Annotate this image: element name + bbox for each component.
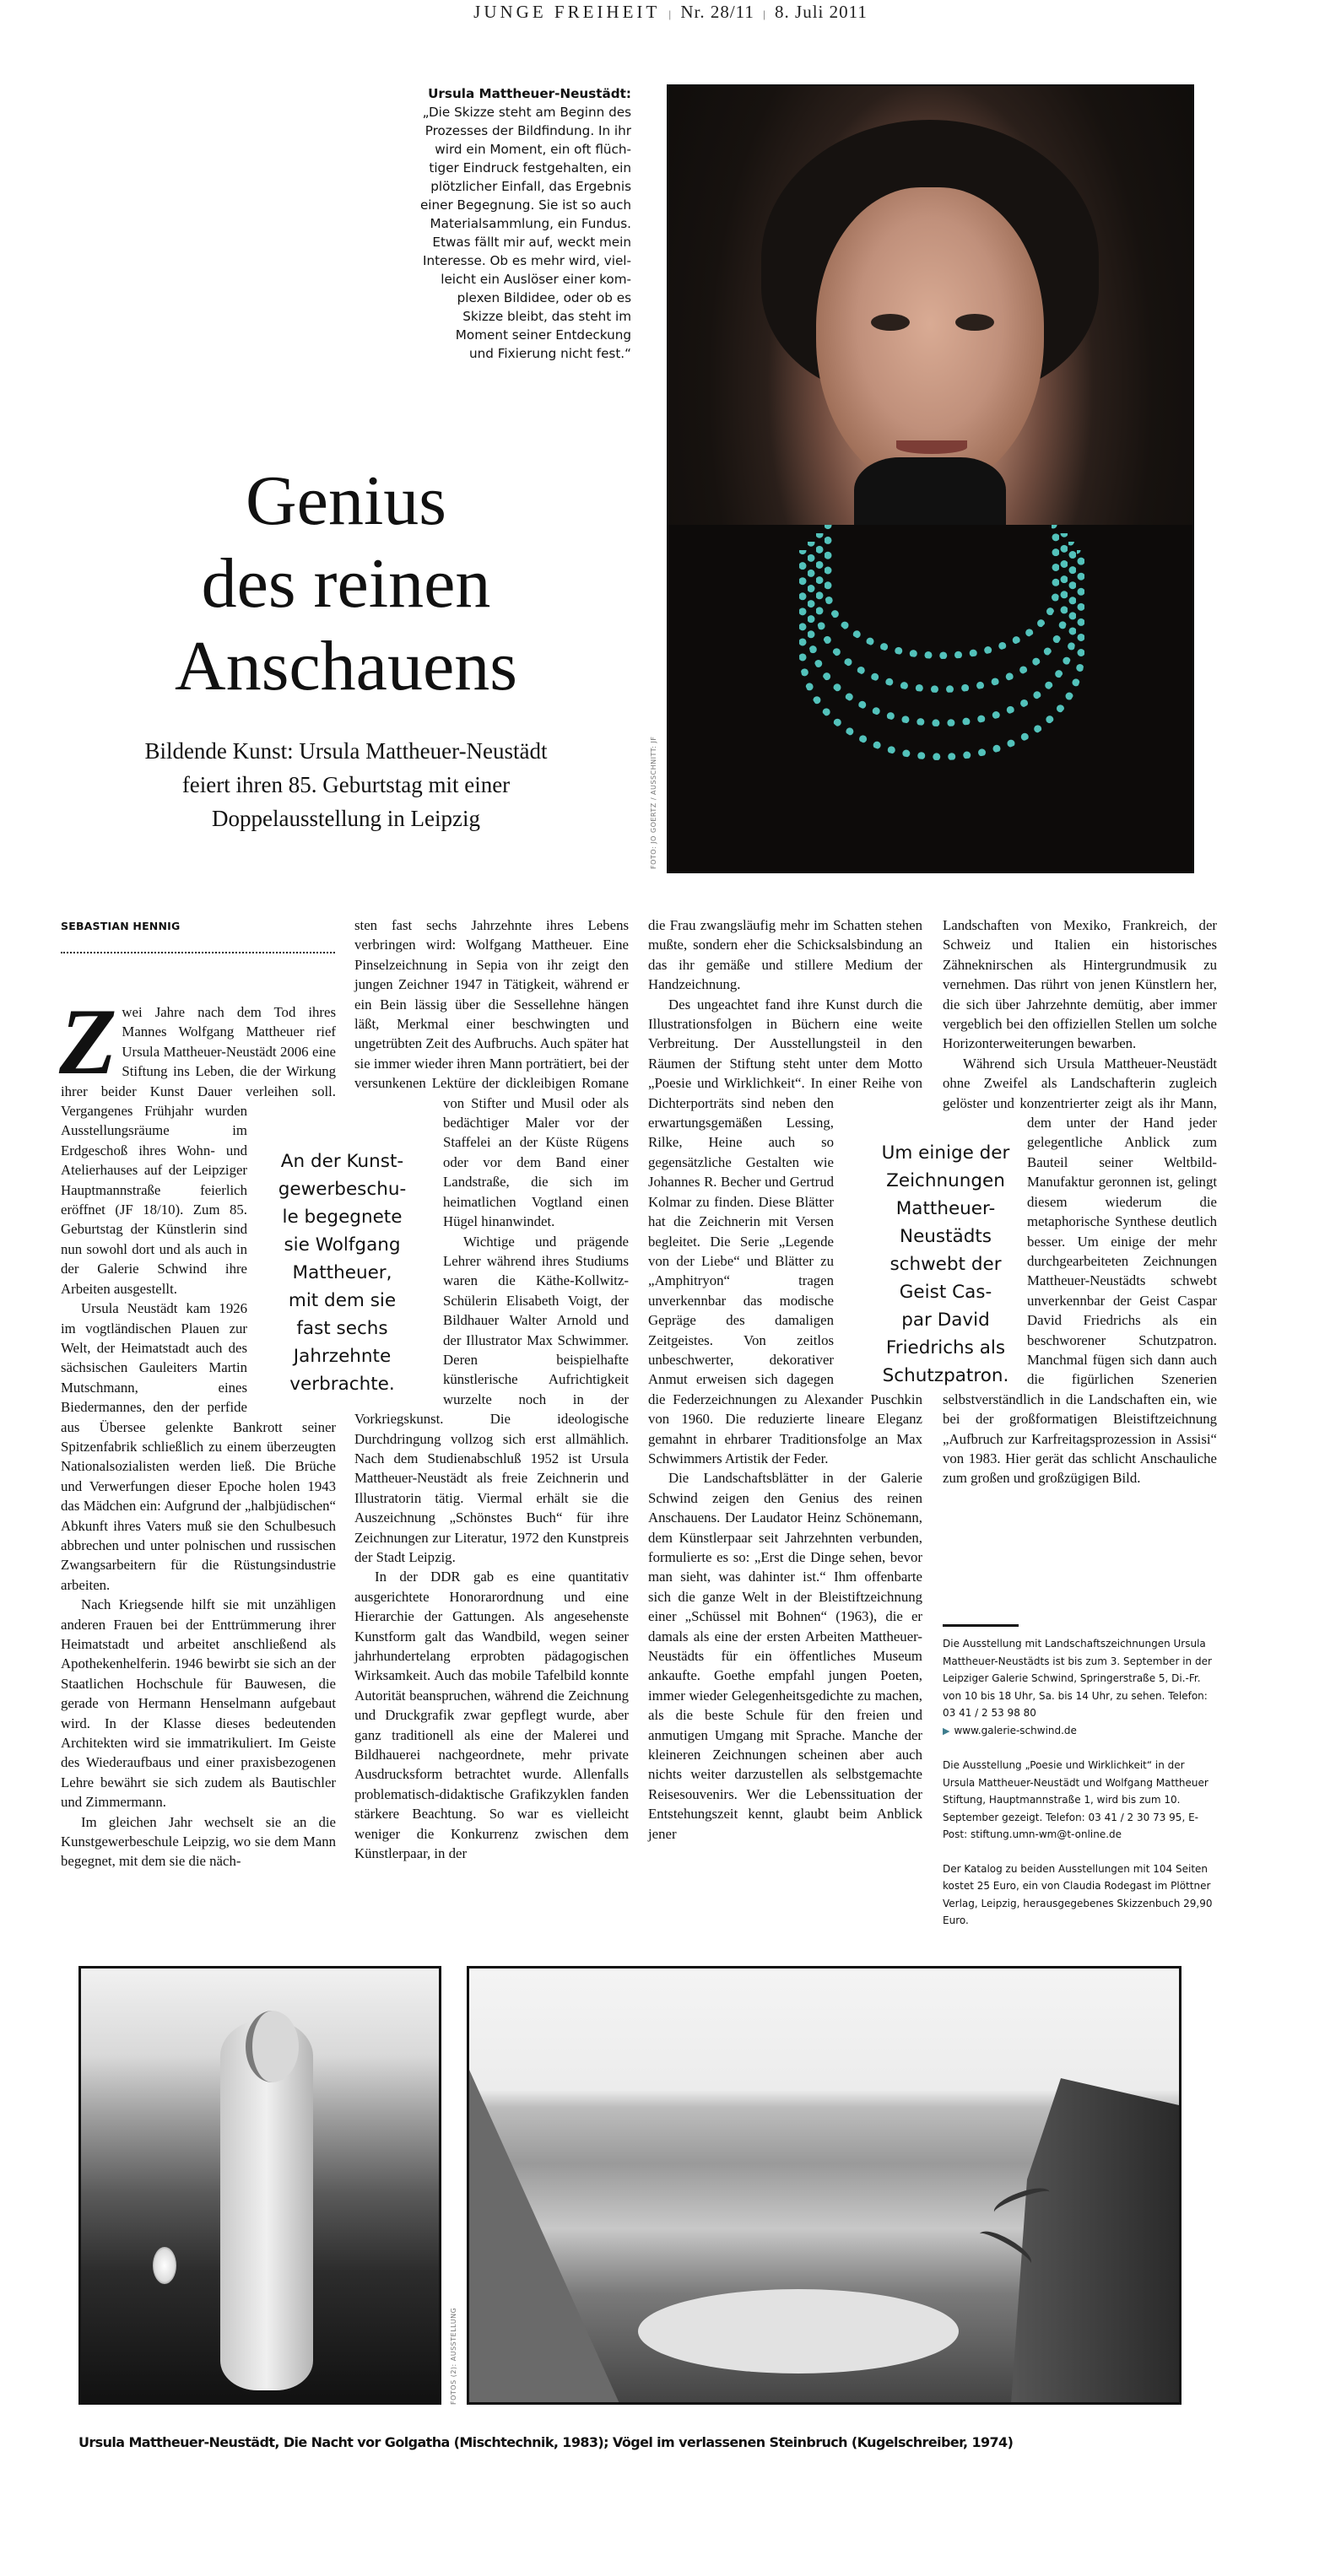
artwork-cliff [1010, 2078, 1179, 2405]
artwork-die-nacht-vor-golgatha [78, 1966, 441, 2405]
author-byline: SEBASTIAN HENNIG [61, 920, 181, 932]
byline-divider [61, 952, 335, 953]
gallery-link-text[interactable]: www.galerie-schwind.de [954, 1724, 1077, 1736]
triangle-right-icon: ▶ [943, 1725, 950, 1736]
artwork-quarry-pool [638, 2289, 959, 2373]
photo-credit: FOTO: JO GOERTZ / AUSSCHNITT: JF [650, 736, 657, 869]
article-paragraph: Des ungeachtet fand ihre Kunst durch die Illustrationsfolgen in Büchern eine weite Verbreitung. Der Ausstellungsteil in den Räumen der Stiftung steht unter dem Motto „Poesie und Wirklichkeit“. In einer Reihe von Dichterporträts sind neben den erwartungsgemäßen Lessing, Rilke, Heine auch so gegensätzliche Gestalten wie Johannes R. Becher und Gertrud Kolmar zu finden. Diese Blätter hat die Zeichnerin mit Versen begleitet. Die Serie „Legende von der Liebe“ und Blätter zu „Amphitryon“ tragen unverkennbar das modische Gepräge des damaligen Zeitgeistes. Von zeitlos unbeschwerter, dekorativer Anmut erweisen sich dagegen die Federzeichnungen zu Alexander Puschkin von 1960. Die reduzierte lineare Eleganz gemahnt in ehrbarer Traditionsfolge an Max Schwimmers Artistik der Feder. [648, 996, 922, 1466]
article-column-1 [59, 990, 336, 1871]
artwork-cliff [469, 2070, 621, 2405]
exhibition-info-box [943, 1624, 1217, 1947]
portrait-mouth [896, 440, 967, 454]
info-paragraph: Die Ausstellung „Poesie und Wirklichkeit“ in der Ursula Mattheuer-Neustädt und Wolfgang Mattheuer Stiftung, Hauptmannstraße 1, wird bis zum 10. September gezeigt. Telefon: 03 41 / 2 30 73 95, E-Post: stiftung.umn-wm@t-online.de [943, 1759, 1209, 1840]
subheadline-line: Bildende Kunst: Ursula Mattheuer-Neustädt [144, 738, 548, 764]
portrait-photo [667, 84, 1194, 873]
article-paragraph: Im gleichen Jahr wechselt sie an die Kunstgewerbeschule Leipzig, wo sie dem Mann begegnet, mit dem sie die näch- [61, 1813, 336, 1870]
quote-text: „Die Skizze steht am Beginn des Prozesses der Bildfindung. In ihr wird ein Moment, ein oft flüch- tiger Eindruck festgehalten, ein plötzlicher Einfall, das Ergebnis einer Begegnung. Sie ist so auch Materialsammlung, ein Fundus. Etwas fällt mir auf, weckt mein Interesse. Ob es mehr wird, viel- leicht ein Auslöser einer kom- plexen Bildidee, oder ob es Skizze bleibt, das steht im Moment seiner Entdeckung und Fixierung nicht fest.“ [419, 105, 631, 361]
headline-line: des reinen [201, 544, 491, 623]
info-paragraph [943, 1635, 1217, 1740]
quote-author: Ursula Mattheuer-Neustädt: [428, 86, 631, 101]
artwork-caption: Ursula Mattheuer-Neustädt, Die Nacht vor Golgatha (Mischtechnik, 1983); Vögel im verlassenen Steinbruch (Kugelschreiber, 1974) [78, 2434, 1014, 2450]
headline-line: Anschauens [175, 627, 517, 705]
article-paragraph: die Frau zwangsläufig mehr im Schatten stehen mußte, sondern eher die Schicksalsbindung an das ihr gemäße und stillere Medium der Handzeichnung. [648, 917, 922, 993]
pull-quote: An der Kunst- gewerbeschu- le begegnete sie Wolfgang Mattheuer, mit dem sie fast sechs Jahrzehnte verbrachte. [278, 1151, 407, 1395]
info-divider [943, 1624, 1019, 1627]
newspaper-name: JUNGE FREIHEIT [473, 2, 661, 22]
article-paragraph: Während sich Ursula Mattheuer-Neustädt ohne Zweifel als Landschafterin zugleich gelöster und konzentrierter zeigt als ihr Mann, dem unter der Hand jeder gelegentliche Anblick zum Bauteil seiner Weltbild-Manufaktur geronnen ist, gelingt diesem wiederum die metaphorische Synthese deutlich besser. Um einige der mehr durchgearbeiteten Zeichnungen Mattheuer-Neustädts schwebt unverkennbar der Geist Caspar David Friedrichs als ein beschworener Schutzpatron. Manchmal fügen sich dann auch die figürlichen Szenerien selbstverständlich in die Landschaften ein, wie bei der großformatigen Bleistiftzeichnung „Aufbruch zur Karfreitagsprozession in Assisi“ von 1983. Hier gerät das schlicht Anschauliche zum großen und großzügigen Bild. [943, 1055, 1217, 1487]
drop-cap: Z [59, 990, 117, 1094]
article-paragraph: Die Landschaftsblätter in der Galerie Schwind zeigen den Genius des reinen Anschauens. Der Laudator Heinz Schönemann, dem Künstlerpaar seit Jahrzehnten verbunden, formulierte es so: „Erst die Dinge sehen, bevor man sieht, was dahinter ist.“ Ihm offenbarte sich die ganze Welt in der Bleistiftzeichnung einer „Schüssel mit Bohnen“ (1963), die er damals als eine der ersten Arbeiten Mattheuer-Neustädts für ein öffentliches Museum ankaufte. Goethe empfahl jungen Poeten, immer wieder Gelegenheitsgedichte zu machen, als die beste Schule für den freien und anmutigen Umgang mit Sprache. Manche der kleineren Zeichnungen scheinen aber auch nichts weiter darzustellen als selbstgemachte Reisesouvenirs. Wer die Lebenssituation der Entstehungszeit kennt, glaubt beim Anblick jener [648, 1470, 922, 1842]
gallery-link[interactable] [943, 1722, 1217, 1741]
subheadline-line: feiert ihren 85. Geburtstag mit einer [181, 772, 511, 797]
issue-date: 8. Juli 2011 [775, 2, 868, 22]
info-text: Die Ausstellung mit Landschaftszeichnungen Ursula Mattheuer-Neustädts ist bis zum 3. September in der Leipziger Galerie Schwind, Springerstraße 5, Di.-Fr. von 10 bis 18 Uhr, Sa. bis 14 Uhr, zu sehen. Telefon: 03 41 / 2 53 98 80 [943, 1638, 1212, 1719]
subheadline [51, 734, 641, 835]
headline [93, 460, 599, 708]
article-paragraph: Wichtige und prägende Lehrer während ihres Studiums waren die Käthe-Kollwitz-Schülerin Elisabeth Voigt, der Bildhauer Walter Arnold und der Illustrator Max Schwimmer. Deren beispielhafte künstlerische Aufrichtigkeit wurzelte noch in der Vorkriegskunst. Die ideologische Durchdringung vollzog sich erst allmählich. Nach dem Studienabschluß 1952 ist Ursula Mattheuer-Neustädt als freie Zeichnerin und Illustratorin tätig. Viermal erhält sie die Auszeichnung „Schönstes Buch“ für ihre Zeichnungen zur Literatur, 1972 den Kunstpreis der Stadt Leipzig. [354, 1233, 629, 1565]
masthead [0, 0, 1341, 23]
separator: | [668, 8, 673, 20]
article-paragraph: Landschaften von Mexiko, Frankreich, der Schweiz und Italien ein historisches Zähneknirschen als Hintergrundmusik zu vernehmen. Das rührt von jenen Künstlern her, die sich über Jahrzehnte demütig, aber immer vergeblich bei den offiziellen Stellen um solche Horizonterweiterungen bewarben. [943, 917, 1217, 1052]
article-paragraph: In der DDR gab es eine quantitativ ausgerichtete Honorarordnung und eine Hierarchie der Gattungen. Als angesehenste Kunstform galt das Wandbild, wegen seiner jahrhundertelang erprobten pädagogischen Wirksamkeit. Auch das mobile Tafelbild konnte Autorität beanspruchen, während die Zeichnung und Druckgrafik zwar gepflegt wurde, aber ganz traditionell als eine der Malerei und Bildhauerei nachgeordnete, mehr private Ausdrucksform betrachtet wurde. Allenfalls problematisch-didaktische Grafikzyklen fanden stärkere Beachtung. So war es vielleicht weniger die Konkurrenz zwischen dem Künstlerpaar, in der [354, 1569, 629, 1862]
artwork-voegel-im-steinbruch [467, 1966, 1181, 2405]
info-paragraph: Der Katalog zu beiden Ausstellungen mit 104 Seiten kostet 25 Euro, ein von Claudia Rodegast im Plöttner Verlag, Leipzig, herausgegebenes Skizzenbuch 29,90 Euro. [943, 1862, 1213, 1926]
portrait-eye [871, 314, 910, 331]
pull-quote: Um einige der Zeichnungen Mattheuer- Neustädts schwebt der Geist Cas- par David Friedrichs als Schutzpatron. [881, 1142, 1010, 1386]
portrait-eye [955, 314, 994, 331]
article-paragraph: wei Jahre nach dem Tod ihres Mannes Wolfgang Mattheuer rief Ursula Mattheuer-Neustädt 2006 eine Stiftung ins Leben, die der Wirkung ihrer beider Kunst Dauer verleihen soll. Vergangenes Frühjahr wurden Ausstellungsräume im Erdgeschoß ihres Wohn- und Atelierhauses auf der Leipziger Hauptmannstraße feierlich eröffnet (JF 18/10). Zum 85. Geburtstag der Künstlerin sind nun sowohl dort und als auch in der Galerie Schwind ihre Arbeiten ausgestellt. [61, 1004, 336, 1297]
artwork-moon [153, 2247, 176, 2284]
artwork-figure-head [246, 2011, 299, 2082]
article-paragraph: sten fast sechs Jahrzehnte ihres Lebens verbringen wird: Wolfgang Mattheuer. Eine Pinselzeichnung in Sepia von ihr zeigt den jungen Zeichner 1947 in Tätigkeit, während er ein Bein lässig über die Sessellehne hängen läßt, Merkmal einer beschwingten und ungetrübten Zeit des Aufbruchs. Auch später hat sie immer wieder ihren Mann porträtiert, bei der versunkenen Lektüre der dickleibigen Romane von Stifter und Musil oder als bedächtiger Maler vor der Staffelei an der Küste Rügens oder vor dem Band einer Landstraße, die sich im heimatlichen Vogtland einen Hügel hinanwindet. [354, 917, 629, 1230]
headline-line: Genius [246, 462, 446, 540]
subheadline-line: Doppelausstellung in Leipzig [212, 806, 480, 831]
artist-quote [346, 84, 631, 363]
article-paragraph: Nach Kriegsende hilft sie mit unzähligen anderen Frauen bei der Enttrümmerung ihrer Heimatstadt und arbeitet anschließend als Apothekenhelferin. 1946 bewirbt sie sich an der Staatlichen Hochschule für Bauwesen, die gerade von Hermann Henselmann aufgebaut wird. In der Klasse dieses bedeutenden Architekten wird sie immatrikuliert. Im Geiste des Wiederaufbaus und einer praxisbezogenen Lehre bewährt sie sich zudem als Bautischler und Zimmermann. [61, 1596, 336, 1811]
separator: | [763, 8, 766, 20]
artwork-photo-credit: FOTOS (2): AUSSTELLUNG [450, 2307, 457, 2405]
article-paragraph: Ursula Neustädt kam 1926 im vogtländischen Plauen zur Welt, der Heimatstadt auch des sächsischen Gauleiters Martin Mutschmann, eines Biedermannes, den der perfide aus Übersee gelenkte Bankrott seiner Spitzenfabrik schließlich zu einem überzeugten Nationalsozialisten werden ließ. Die Brüche und Verwerfungen dieser Epoche holen 1943 das Mädchen ein: Aufgrund der „halbjüdischen“ Abkunft ihres Vaters muß sie den Schulbesuch abbrechen und unter polnischen und russischen Zwangsarbeitern für die Rüstungsindustrie arbeiten. [61, 1300, 336, 1593]
issue-number: Nr. 28/11 [680, 2, 754, 22]
necklace-strand [799, 550, 1084, 760]
